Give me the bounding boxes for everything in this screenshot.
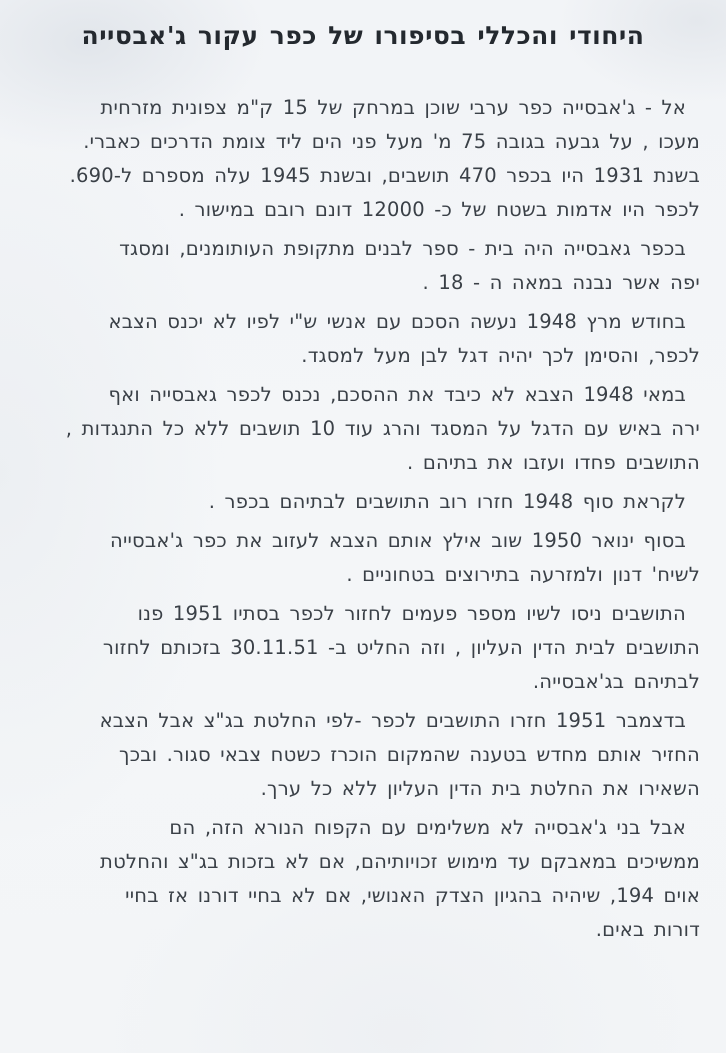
- paragraph-1951-court-appeal: [28, 597, 700, 699]
- text-line: לשיח' דנון ולמזרעה בתירוצים בטחוניים .: [346, 563, 700, 586]
- text-line: התושבים לבית הדין העליון , וזה החליט ב- 30.11.51 בזכותם לחזור: [102, 636, 700, 659]
- paragraph-may-1948-events: [28, 378, 700, 480]
- paragraph-january-1950-expulsion: [28, 524, 700, 592]
- text-line: דורות באים.: [595, 918, 700, 941]
- text-line: בכפר גאבסייה היה בית - ספר לבנים מתקופת העותומנים, ומסגד: [119, 237, 686, 260]
- text-line: מעכו , על גבעה בגובה 75 מ' מעל פני הים ליד צומת הדרכים כאברי.: [83, 130, 700, 153]
- text-line: לקראת סוף 1948 חזרו רוב התושבים לבתיהם בכפר .: [208, 490, 686, 513]
- paragraph-march-1948-agreement: [28, 305, 700, 373]
- document-body: [0, 91, 726, 947]
- text-line: החזיר אותם מחדש בטענה שהמקום הוכרז כשטח צבאי סגור. ובכך: [119, 743, 700, 766]
- text-line: התושבים ניסו לשיו מספר פעמים לחזור לכפר בסתיו 1951 פנו: [137, 602, 686, 625]
- paragraph-village-intro: [28, 91, 700, 227]
- paragraph-end-1948-return: [28, 485, 700, 519]
- text-line: אבל בני ג'אבסייה לא משלימים עם הקפוח הנורא הזה, הם: [169, 816, 686, 839]
- text-line: בחודש מרץ 1948 נעשה הסכם עם אנשי ש"י לפיו לא יכנס הצבא: [108, 310, 686, 333]
- paragraph-school-mosque: [28, 232, 700, 300]
- text-line: ממשיכים במאבקם עד מימוש זכויותיהם, אם לא בזכות בג"צ והחלטת: [100, 850, 700, 873]
- text-line: השאירו את החלטת בית הדין העליון ללא כל ערך.: [260, 777, 700, 800]
- document-title: היחודי והכללי בסיפורו של כפר עקור ג'אבסייה: [81, 21, 645, 50]
- paragraph-december-1951-closed-zone: [28, 704, 700, 806]
- text-line: אל - ג'אבסייה כפר ערבי שוכן במרחק של 15 ק"מ צפונית מזרחית: [100, 96, 686, 119]
- text-line: לכפר, והסימן לכך יהיה דגל לבן מעל למסגד.: [301, 344, 700, 367]
- text-line: ירה באיש עם הדגל על המסגד והרג עוד 10 תושבים ללא כל התנגדות ,: [65, 417, 700, 440]
- text-line: אוים 194, שיהיה בהגיון הצדק האנושי, אם לא בחיי דורנו אז בחיי: [125, 884, 700, 907]
- text-line: בסוף ינואר 1950 שוב אילץ אותם הצבא לעזוב את כפר ג'אבסייה: [110, 529, 686, 552]
- text-line: בשנת 1931 היו בכפר 470 תושבים, ובשנת 1945 עלה מספרם ל-690.: [69, 164, 700, 187]
- text-line: יפה אשר נבנה במאה ה - 18 .: [422, 271, 700, 294]
- text-line: לכפר היו אדמות בשטח של כ- 12000 דונם רובם במישור .: [178, 198, 700, 221]
- text-line: לבתיהם בג'אבסייה.: [532, 670, 700, 693]
- paragraph-ongoing-struggle: [28, 811, 700, 947]
- text-line: התושבים פחדו ועזבו את בתיהם .: [407, 451, 700, 474]
- text-line: במאי 1948 הצבא לא כיבד את ההסכם, נכנס לכפר גאבסייה ואף: [108, 383, 686, 406]
- text-line: בדצמבר 1951 חזרו התושבים לכפר -לפי החלטת בג"צ אבל הצבא: [99, 709, 686, 732]
